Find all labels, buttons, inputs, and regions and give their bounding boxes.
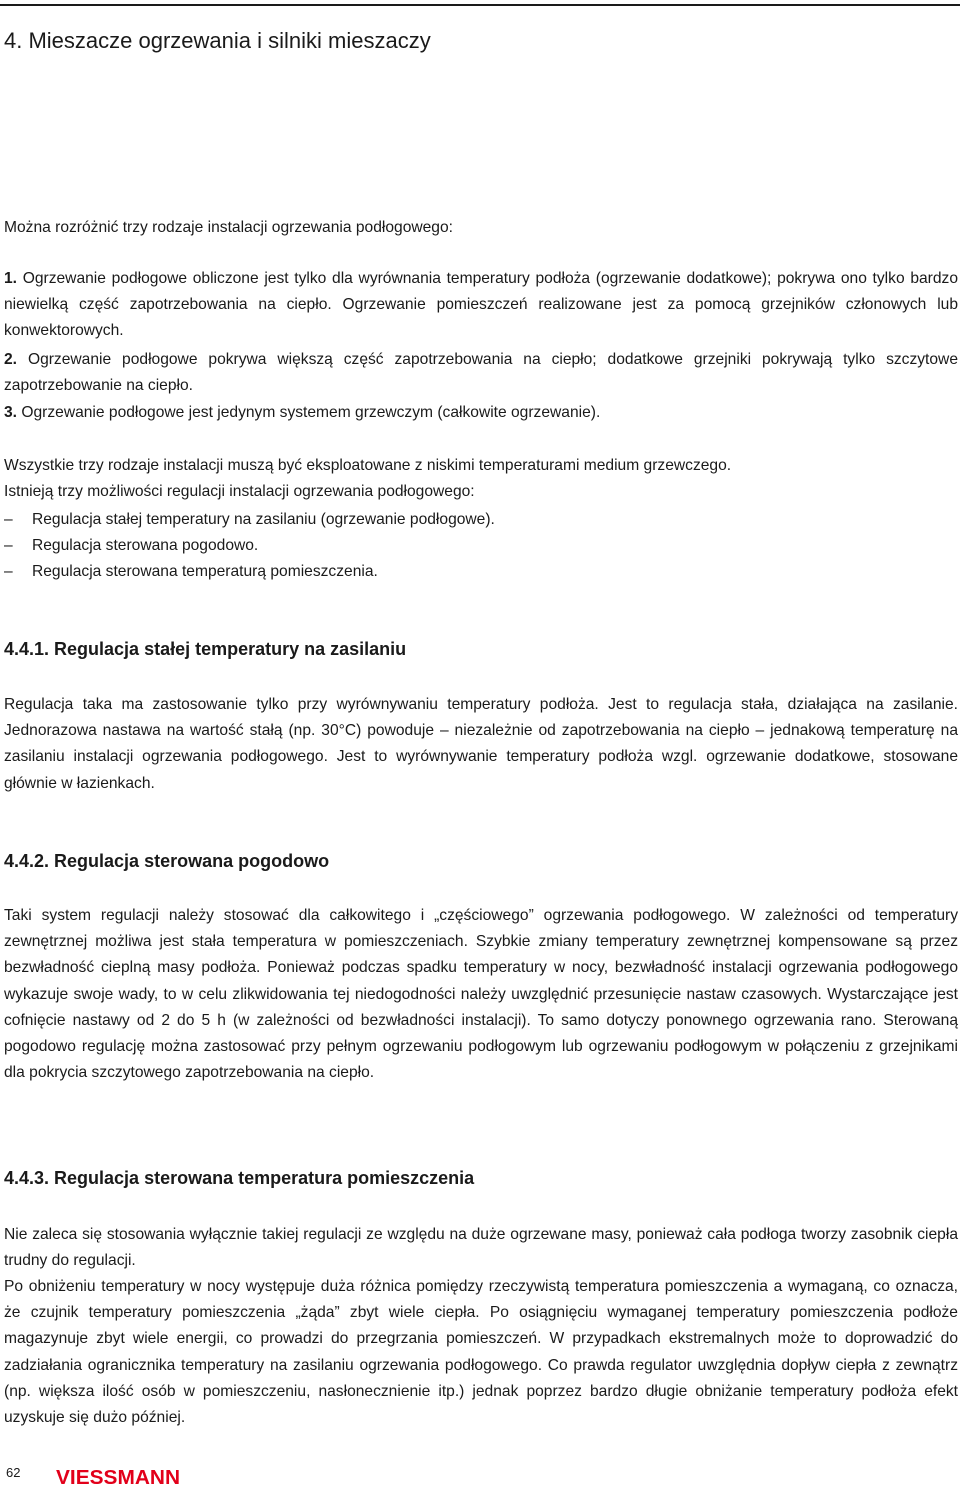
page-number: 62 — [6, 1465, 21, 1480]
list-item — [4, 266, 958, 345]
list-item-text: Ogrzewanie podłogowe pokrywa większą część zapotrzebowania na ciepło; dodatkowe grzejniki pokrywają tylko szczytowe zapotrzebowanie na ciepło. — [4, 351, 958, 395]
option-text: Regulacja stałej temperatury na zasilaniu (ogrzewanie podłogowe). — [32, 511, 495, 528]
option-item — [4, 533, 954, 559]
dash-bullet: – — [4, 563, 13, 580]
top-rule — [0, 4, 960, 6]
summary-text: Wszystkie trzy rodzaje instalacji muszą być eksploatowane z niskimi temperaturami medium grzewczego. — [4, 457, 732, 474]
list-item-number: 1. — [4, 270, 18, 287]
page-title: 4. Mieszacze ogrzewania i silniki mieszaczy — [4, 28, 431, 53]
option-item — [4, 559, 954, 585]
section-body: Regulacja taka ma zastosowanie tylko przy wyrównywaniu temperatury podłoża. Jest to regulacja stała, działająca na zasilanie. Jednorazowa nastawa na wartość stałą (np. 30°C) powoduje – niezależnie od zapotrzebowania na ciepło – jednakową temperaturę na zasilaniu instalacji ogrzewania podłogowego. Jest to wyrównywanie temperatury podłoża wzgl. ogrzewanie dodatkowe, stosowane głównie w łazienkach. — [4, 696, 958, 792]
section-heading: 4.4.2. Regulacja sterowana pogodowo — [4, 851, 330, 871]
viessmann-logo — [56, 1465, 180, 1487]
option-text: Regulacja sterowana pogodowo. — [32, 537, 259, 554]
summary-text: Istnieją trzy możliwości regulacji instalacji ogrzewania podłogowego: — [4, 483, 475, 500]
logo-text: VIESSMANN — [56, 1467, 180, 1487]
list-item-number: 3. — [4, 404, 18, 421]
list-item-number: 2. — [4, 351, 18, 368]
section-body: Po obniżeniu temperatury w nocy występuje duża różnica pomiędzy rzeczywistą temperatura pomieszczenia a wymaganą, co oznacza, że czujnik temperatury pomieszczenia „żąda” zbyt wiele ciepła. Po osiągnięciu wymaganej temperatury pomieszczenia podłoże magazynuje zbyt wiele energii, co prowadzi do przegrzania pomieszczeń. W przypadkach ekstremalnych może to doprowadzić do zadziałania ogranicznika temperatury na zasilaniu ogrzewania podłogowego. Co prawda regulator uwzględnia dopływ ciepła z zewnątrz (np. większa ilość osób w pomieszczeniu, nasłonecznienie itp.) jednak poprzez bardzo długie obniżanie temperatury podłoża efekt uzyskuje się dużo później. — [4, 1278, 958, 1427]
section-heading: 4.4.1. Regulacja stałej temperatury na zasilaniu — [4, 639, 407, 659]
option-item — [4, 507, 954, 533]
list-item-text: Ogrzewanie podłogowe jest jedynym systemem grzewczym (całkowite ogrzewanie). — [21, 404, 601, 421]
option-text: Regulacja sterowana temperaturą pomieszczenia. — [32, 563, 378, 580]
list-item — [4, 347, 958, 399]
dash-bullet: – — [4, 537, 13, 554]
dash-bullet: – — [4, 511, 13, 528]
list-item-text: Ogrzewanie podłogowe obliczone jest tylko dla wyrównania temperatury podłoża (ogrzewanie dodatkowe); pokrywa ono tylko bardzo niewielką część zapotrzebowania na ciepło. Ogrzewanie pomieszczeń realizowane jest za pomocą grzejników członowych lub konwektorowych. — [4, 270, 958, 340]
section-heading: 4.4.3. Regulacja sterowana temperatura pomieszczenia — [4, 1168, 475, 1188]
intro-text: Można rozróżnić trzy rodzaje instalacji ogrzewania podłogowego: — [4, 219, 453, 236]
section-body: Nie zaleca się stosowania wyłącznie takiej regulacji ze względu na duże ogrzewane masy, ponieważ cała podłoga tworzy zasobnik ciepła trudny do regulacji. — [4, 1226, 958, 1270]
list-item — [4, 400, 958, 426]
section-body: Taki system regulacji należy stosować dla całkowitego i „częściowego” ogrzewania podłogowego. W zależności od temperatury zewnętrznej możliwa jest stała temperatura w pomieszczeniach. Szybkie zmiany temperatury zewnętrznej kompensowane są przez bezwładność cieplną masy podłoża. Ponieważ podczas spadku temperatury w nocy, bezwładność instalacji ogrzewania podłogowego wykazuje swoje wady, to w celu zlikwidowania tej niedogodności należy uwzględnić przesunięcie nastaw czasowych. Wystarczające jest cofnięcie nastawy od 2 do 5 h (w zależności od bezwładności instalacji). To samo dotyczy ponownego ogrzewania rano. Sterowaną pogodowo regulację można zastosować przy pełnym ogrzewaniu podłogowym lub ogrzewaniu podłogowym w połączeniu z grzejnikami dla pokrycia szczytowego zapotrzebowania na ciepło. — [4, 907, 958, 1082]
